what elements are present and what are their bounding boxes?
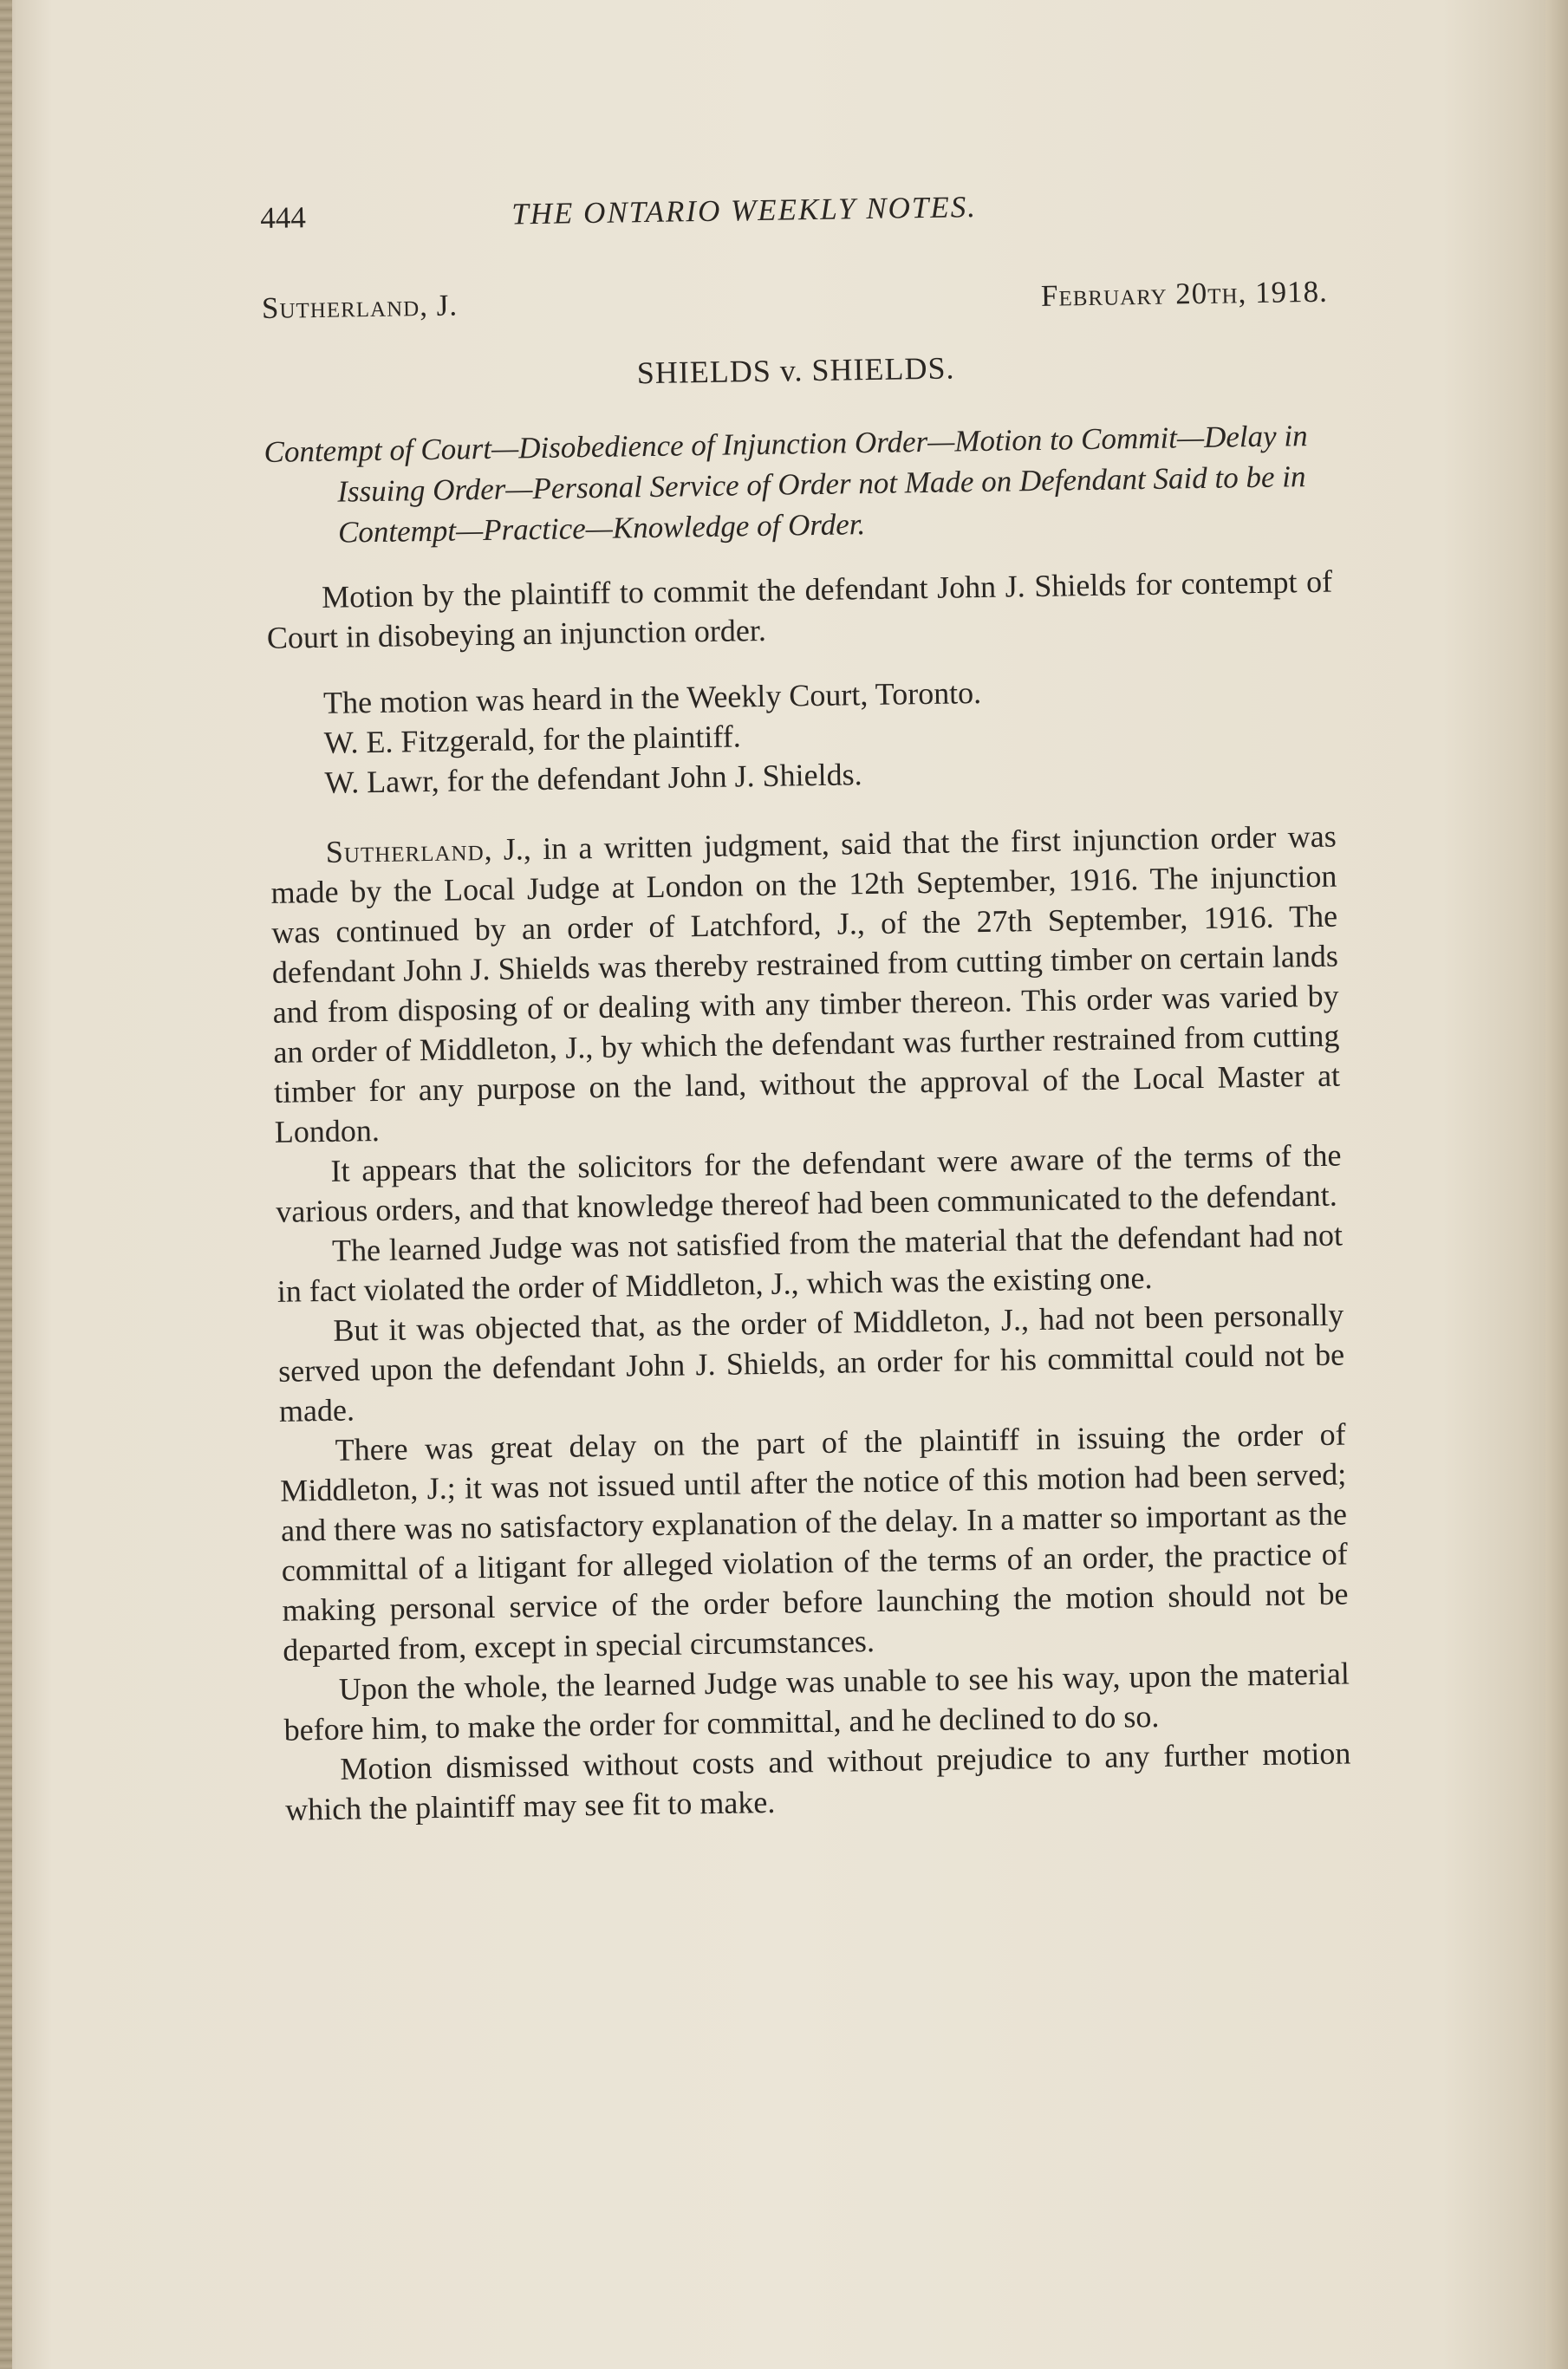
judgment-judge-name: Sutherland (325, 832, 485, 869)
judgment-paragraph: It appears that the solicitors for the defendant were aware of the terms of the various orders, and that knowledge thereof had been communicated to the defendant. (276, 1137, 1342, 1229)
judgment-paragraph: There was great delay on the part of the plaintiff in issuing the order of Middleton, J.; it was not issued until after the notice of this motion had been served; and there was no satisfactory explanation of the delay. In a matter so important as the committal of a litigant for alleged violation of the terms of an order, the practice of making personal service of the order before launching the motion should not be departed from, except in special circumstances. (280, 1416, 1349, 1668)
judge-name: Sutherland, J. (261, 288, 459, 325)
counsel-plaintiff: W. E. Fitzgerald, for the plaintiff. (323, 719, 741, 760)
running-head (260, 185, 1327, 253)
judgment-paragraph (270, 817, 1341, 1152)
page-content (260, 185, 1351, 1830)
disposition-paragraph: Motion dismissed without costs and without prejudice to any further motion which the plaintiff may see fit to make. (284, 1735, 1351, 1827)
page-number: 444 (260, 200, 307, 235)
counsel-defendant: W. Lawr, for the defendant John J. Shields. (324, 757, 862, 800)
judgment-first-text: , J., in a written judgment, said that the first injunction order was made by the Local Judge at London on the 12th September, 1916. The injunction was continued by an order of Latchford, J., of the 27th September, 1916. The defendant John J. Shields was thereby restrained from cutting timber on certain lands and from disposing of or dealing with any timber thereon. This order was varied by an order of Middleton, J., by which the defendant was further restrained from cutting timber for any purpose on the land, without the approval of the Local Master at London. (270, 818, 1341, 1149)
decision-date: February 20th, 1918. (1040, 274, 1329, 313)
headnote: Contempt of Court—Disobedience of Injunction Order—Motion to Commit—Delay in Issuing Order—Personal Service of Order not Made on Defendant Said to be in Contempt—Practice—Knowledge of Order. (264, 419, 1308, 550)
page-right-edge (1545, 0, 1568, 2369)
journal-title: THE ONTARIO WEEKLY NOTES. (511, 190, 978, 231)
judgment-paragraph: But it was objected that, as the order of Middleton, J., had not been personally served upon the defendant John J. Shields, an order for his committal could not be made. (277, 1297, 1345, 1429)
case-title: SHIELDS v. SHIELDS. (636, 350, 955, 391)
judge-date-line (262, 275, 1328, 326)
judgment-paragraph: Upon the whole, the learned Judge was unable to see his way, upon the material before him, to make the order for committal, and he declined to do so. (283, 1656, 1350, 1747)
hearing-line: The motion was heard in the Weekly Court, Toronto. (322, 675, 982, 720)
motion-paragraph: Motion by the plaintiff to commit the defendant John J. Shields for contempt of Court in disobeying an injunction order. (266, 563, 1333, 655)
page-binding-edge (0, 0, 12, 2369)
judgment-paragraph: The learned Judge was not satisfied from the material that the defendant had not in fact violated the order of Middleton, J., which was the existing one. (277, 1217, 1344, 1309)
